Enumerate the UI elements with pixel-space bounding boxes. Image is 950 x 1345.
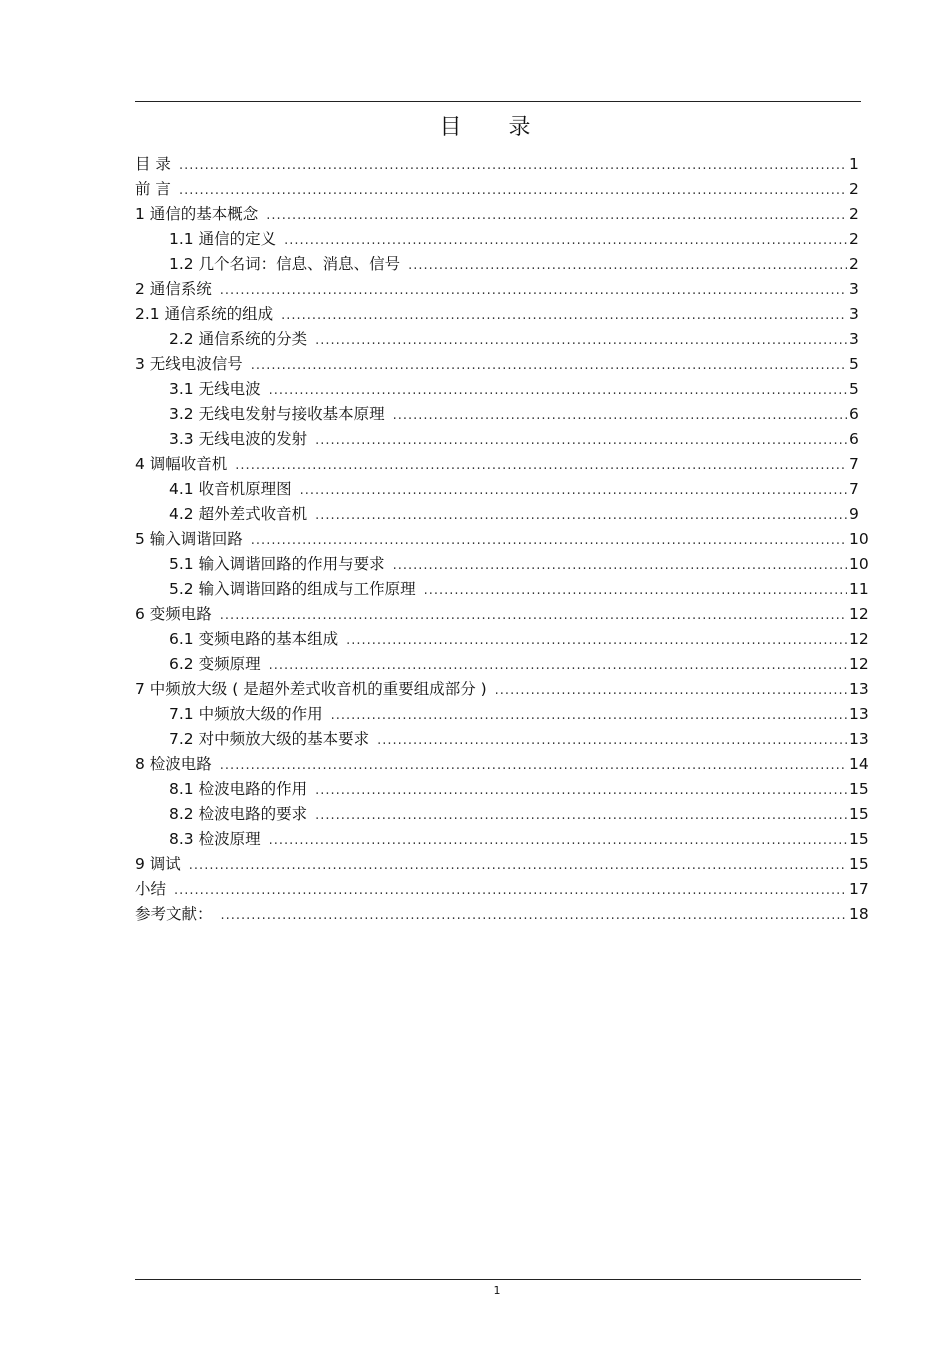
toc-entry[interactable] bbox=[135, 302, 875, 327]
toc-entry-label: 6 变频电路 bbox=[135, 605, 212, 623]
toc-entry-page: 10 bbox=[849, 555, 869, 573]
toc-leader-dots bbox=[315, 428, 847, 453]
toc-entry-page: 17 bbox=[849, 880, 869, 898]
toc-entry[interactable] bbox=[135, 152, 875, 177]
toc-leader-dots bbox=[315, 803, 847, 828]
toc-entry-label: 6.1 变频电路的基本组成 bbox=[169, 630, 339, 648]
toc-entry-label: 目 录 bbox=[135, 155, 171, 173]
toc-entry-page: 7 bbox=[849, 455, 859, 473]
toc-entry-page: 10 bbox=[849, 530, 869, 548]
page-number: 1 bbox=[493, 1284, 501, 1297]
page-title: 目 录 bbox=[439, 115, 551, 140]
toc-leader-dots bbox=[315, 503, 847, 528]
toc-entry[interactable] bbox=[135, 877, 875, 902]
toc-leader-dots bbox=[269, 653, 847, 678]
toc-entry[interactable] bbox=[135, 327, 875, 352]
toc-entry-label: 7.1 中频放大级的作用 bbox=[169, 705, 323, 723]
header-rule bbox=[135, 101, 861, 102]
toc-leader-dots bbox=[495, 678, 847, 703]
toc-leader-dots bbox=[284, 228, 847, 253]
toc-entry[interactable] bbox=[135, 802, 875, 827]
toc-entry-label: 1.1 通信的定义 bbox=[169, 230, 277, 248]
toc-entry-label: 3 无线电波信号 bbox=[135, 355, 243, 373]
toc-entry[interactable] bbox=[135, 427, 875, 452]
toc-entry[interactable] bbox=[135, 902, 875, 927]
toc-entry-page: 2 bbox=[849, 255, 859, 273]
toc-entry-label: 2.1 通信系统的组成 bbox=[135, 305, 274, 323]
toc-leader-dots bbox=[174, 878, 847, 903]
toc-entry-label: 3.3 无线电波的发射 bbox=[169, 430, 308, 448]
toc-leader-dots bbox=[315, 778, 847, 803]
toc-entry-page: 11 bbox=[849, 580, 869, 598]
toc-entry[interactable] bbox=[135, 502, 875, 527]
toc-leader-dots bbox=[408, 253, 847, 278]
toc-entry-page: 15 bbox=[849, 805, 869, 823]
toc-entry-page: 12 bbox=[849, 630, 869, 648]
toc-leader-dots bbox=[179, 153, 847, 178]
toc-entry-page: 9 bbox=[849, 505, 859, 523]
toc-entry-label: 4 调幅收音机 bbox=[135, 455, 228, 473]
toc-entry-label: 6.2 变频原理 bbox=[169, 655, 261, 673]
toc-entry-label: 4.1 收音机原理图 bbox=[169, 480, 292, 498]
toc-entry[interactable] bbox=[135, 202, 875, 227]
toc-entry-page: 7 bbox=[849, 480, 859, 498]
toc-entry[interactable] bbox=[135, 377, 875, 402]
toc-entry-label: 1 通信的基本概念 bbox=[135, 205, 259, 223]
toc-leader-dots bbox=[393, 403, 847, 428]
toc-entry-label: 7.2 对中频放大级的基本要求 bbox=[169, 730, 370, 748]
toc-leader-dots bbox=[220, 753, 847, 778]
toc-entry-label: 3.2 无线电发射与接收基本原理 bbox=[169, 405, 385, 423]
toc-entry-page: 15 bbox=[849, 780, 869, 798]
toc-leader-dots bbox=[269, 828, 847, 853]
toc-leader-dots bbox=[269, 378, 847, 403]
toc-leader-dots bbox=[266, 203, 847, 228]
toc-entry[interactable] bbox=[135, 702, 875, 727]
toc-entry-page: 12 bbox=[849, 605, 869, 623]
toc-entry-page: 18 bbox=[849, 905, 869, 923]
toc-leader-dots bbox=[346, 628, 847, 653]
toc-entry[interactable] bbox=[135, 227, 875, 252]
toc-entry-page: 1 bbox=[849, 155, 859, 173]
toc-entry-label: 8.1 检波电路的作用 bbox=[169, 780, 308, 798]
toc-entry[interactable] bbox=[135, 177, 875, 202]
toc-leader-dots bbox=[377, 728, 847, 753]
toc-entry-page: 3 bbox=[849, 280, 859, 298]
toc-leader-dots bbox=[220, 278, 847, 303]
toc-leader-dots bbox=[251, 353, 847, 378]
toc-leader-dots bbox=[300, 478, 847, 503]
toc-entry[interactable] bbox=[135, 402, 875, 427]
toc-entry[interactable] bbox=[135, 777, 875, 802]
toc-leader-dots bbox=[315, 328, 847, 353]
toc-entry-page: 13 bbox=[849, 680, 869, 698]
toc-entry[interactable] bbox=[135, 477, 875, 502]
toc-entry-page: 5 bbox=[849, 380, 859, 398]
toc-entry[interactable] bbox=[135, 277, 875, 302]
toc-entry-label: 3.1 无线电波 bbox=[169, 380, 261, 398]
footer-rule bbox=[135, 1279, 861, 1280]
toc-entry-label: 8.3 检波原理 bbox=[169, 830, 261, 848]
toc-entry-page: 15 bbox=[849, 830, 869, 848]
toc-entry-label: 8.2 检波电路的要求 bbox=[169, 805, 308, 823]
toc-entry[interactable] bbox=[135, 577, 875, 602]
toc-entry-label: 小结 bbox=[135, 880, 167, 898]
toc-entry-label: 5 输入调谐回路 bbox=[135, 530, 243, 548]
toc-entry[interactable] bbox=[135, 852, 875, 877]
toc-entry[interactable] bbox=[135, 752, 875, 777]
toc-leader-dots bbox=[179, 178, 847, 203]
toc-entry-page: 13 bbox=[849, 705, 869, 723]
toc-leader-dots bbox=[331, 703, 847, 728]
toc-entry[interactable] bbox=[135, 252, 875, 277]
toc-leader-dots bbox=[189, 853, 847, 878]
toc-entry-label: 8 检波电路 bbox=[135, 755, 212, 773]
toc-entry-page: 5 bbox=[849, 355, 859, 373]
toc-entry-label: 5.1 输入调谐回路的作用与要求 bbox=[169, 555, 385, 573]
toc-entry-label: 7 中频放大级 ( 是超外差式收音机的重要组成部分 ) bbox=[135, 680, 487, 698]
toc-leader-dots bbox=[393, 553, 847, 578]
toc-entry-page: 14 bbox=[849, 755, 869, 773]
toc-entry[interactable] bbox=[135, 452, 875, 477]
toc-entry[interactable] bbox=[135, 827, 875, 852]
toc-entry-page: 2 bbox=[849, 230, 859, 248]
toc-entry[interactable] bbox=[135, 527, 875, 552]
toc-entry-page: 2 bbox=[849, 205, 859, 223]
toc-leader-dots bbox=[220, 603, 847, 628]
toc-entry[interactable] bbox=[135, 627, 875, 652]
toc-leader-dots bbox=[424, 578, 847, 603]
toc-entry-label: 5.2 输入调谐回路的组成与工作原理 bbox=[169, 580, 416, 598]
toc-entry-label: 1.2 几个名词：信息、消息、信号 bbox=[169, 255, 401, 273]
toc-entry-page: 15 bbox=[849, 855, 869, 873]
table-of-contents bbox=[135, 152, 875, 927]
toc-entry-label: 参考文献： bbox=[135, 905, 213, 923]
toc-entry[interactable] bbox=[135, 602, 875, 627]
toc-entry[interactable] bbox=[135, 552, 875, 577]
toc-entry[interactable] bbox=[135, 727, 875, 752]
toc-leader-dots bbox=[235, 453, 847, 478]
toc-entry-page: 2 bbox=[849, 180, 859, 198]
toc-leader-dots bbox=[281, 303, 847, 328]
toc-entry[interactable] bbox=[135, 352, 875, 377]
toc-entry-page: 12 bbox=[849, 655, 869, 673]
toc-entry-label: 2.2 通信系统的分类 bbox=[169, 330, 308, 348]
toc-leader-dots bbox=[251, 528, 847, 553]
toc-entry-label: 4.2 超外差式收音机 bbox=[169, 505, 308, 523]
toc-entry[interactable] bbox=[135, 677, 875, 702]
toc-entry-label: 2 通信系统 bbox=[135, 280, 212, 298]
toc-entry-page: 6 bbox=[849, 405, 859, 423]
toc-entry-label: 9 调试 bbox=[135, 855, 181, 873]
toc-entry-page: 3 bbox=[849, 305, 859, 323]
toc-entry-page: 6 bbox=[849, 430, 859, 448]
toc-entry[interactable] bbox=[135, 652, 875, 677]
toc-entry-page: 3 bbox=[849, 330, 859, 348]
toc-leader-dots bbox=[221, 903, 847, 928]
toc-entry-page: 13 bbox=[849, 730, 869, 748]
toc-entry-label: 前 言 bbox=[135, 180, 171, 198]
